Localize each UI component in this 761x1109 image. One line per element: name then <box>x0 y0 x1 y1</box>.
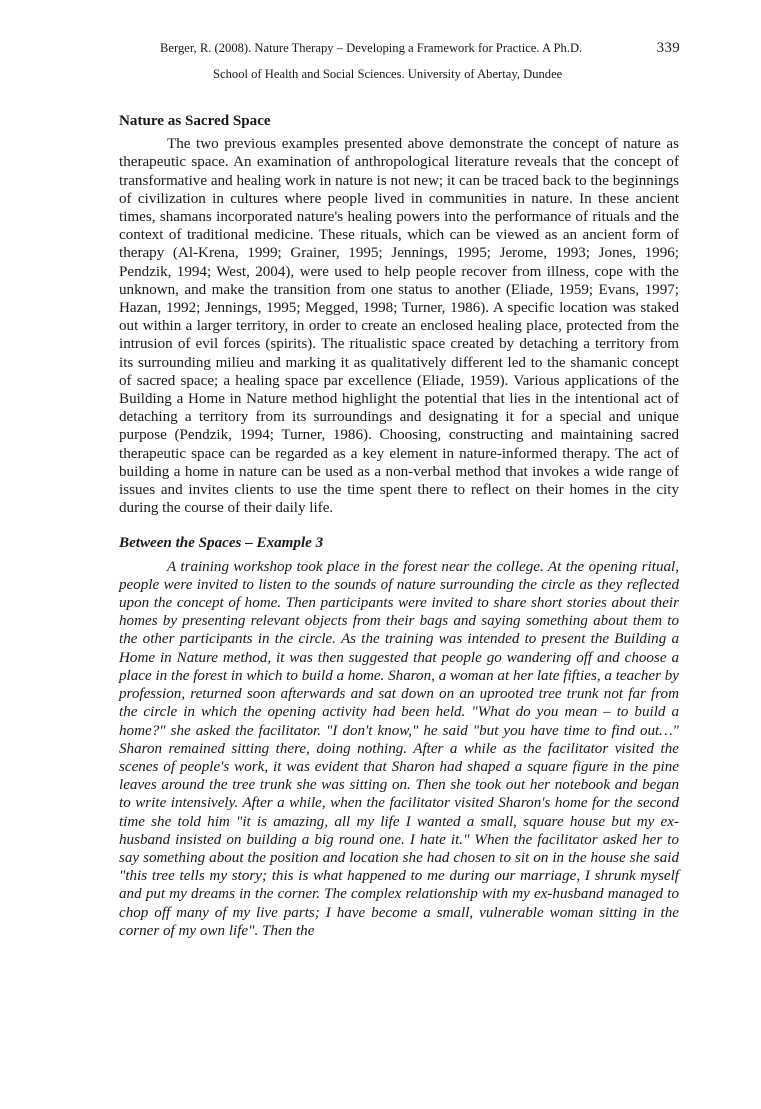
header-citation-line <box>160 35 680 61</box>
section-heading: Nature as Sacred Space <box>119 113 271 129</box>
running-header <box>160 35 680 87</box>
body-text <box>119 112 679 940</box>
header-citation: Berger, R. (2008). Nature Therapy – Developing a Framework for Practice. A Ph.D. <box>160 41 583 55</box>
section-paragraph: The two previous examples presented above demonstrate the concept of nature as therapeutic space. An examination of anthropological literature reveals that the concept of transformative and healing work in nature is not new; it can be traced back to the beginnings of civilization in cultures where people lived in communities in nature. In these ancient times, shamans incorporated nature's healing powers into the performance of rituals and the context of traditional medicine. These rituals, which can be viewed as an ancient form of therapy (Al-Krena, 1999; Grainer, 1995; Jennings, 1995; Jerome, 1993; Jones, 1996; Pendzik, 1994; West, 2004), were used to help people recover from illness, cope with the unknown, and make the transition from one status to another (Eliade, 1959; Evans, 1997; Hazan, 1992; Jennings, 1995; Megged, 1998; Turner, 1986). A specific location was staked out within a larger territory, in order to create an enclosed healing place, protected from the intrusion of evil forces (spirits). The ritualistic space created by detaching a territory from its surrounding milieu and marking it as qualitatively different led to the shamanic concept of sacred space; a healing space par excellence (Eliade, 1959). Various applications of the Building a Home in Nature method highlight the potential that lies in the intentional act of detaching a territory from its surroundings and designating it for a special and unique purpose (Pendzik, 1994; Turner, 1986). Choosing, constructing and maintaining sacred therapeutic space can be regarded as a key element in nature-informed therapy. The act of building a home in nature can be used as a non-verbal method that invokes a wide range of issues and invites clients to use the time spent there to reflect on their homes in the city during the course of their daily life. <box>119 136 679 517</box>
example-heading: Between the Spaces – Example 3 <box>119 535 324 552</box>
page-number: 339 <box>656 40 680 56</box>
header-institution: School of Health and Social Sciences. University of Abertay, Dundee <box>213 67 563 81</box>
example-paragraph: A training workshop took place in the forest near the college. At the opening ritual, people were invited to listen to the sounds of nature surrounding the circle as they reflected upon the concept of home. Then participants were invited to share short stories about their homes by presenting relevant objects from their bags and saying something about them to the other participants in the circle. As the training was intended to present the Building a Home in Nature method, it was then suggested that people go wandering off and choose a place in the forest in which to build a home. Sharon, a woman at her late fifties, a teacher by profession, returned soon afterwards and sat down on an uprooted tree trunk not far from the circle in which the opening activity had been held. "What do you mean – to build a home?" she asked the facilitator. "I don't know," he said "but you have time to find out…" Sharon remained sitting there, doing nothing. After a while as the facilitator visited the scenes of people's work, it was evident that Sharon had shaped a square figure in the pine leaves around the tree trunk she was sitting on. Then she took out her notebook and began to write intensively. After a while, when the facilitator visited Sharon's home for the second time she told him "it is amazing, all my life I wanted a small, square house but my ex-husband insisted on building a big round one. I hate it." When the facilitator asked her to say something about the position and location she had chosen to sit on in the house she said "this tree tells my story; this is what happened to me during our marriage, I shrunk myself and put my dreams in the corner. The complex relationship with my ex-husband managed to chop off many of my live parts; I have become a small, vulnerable woman sitting in the corner of my own life". Then the <box>119 558 679 939</box>
